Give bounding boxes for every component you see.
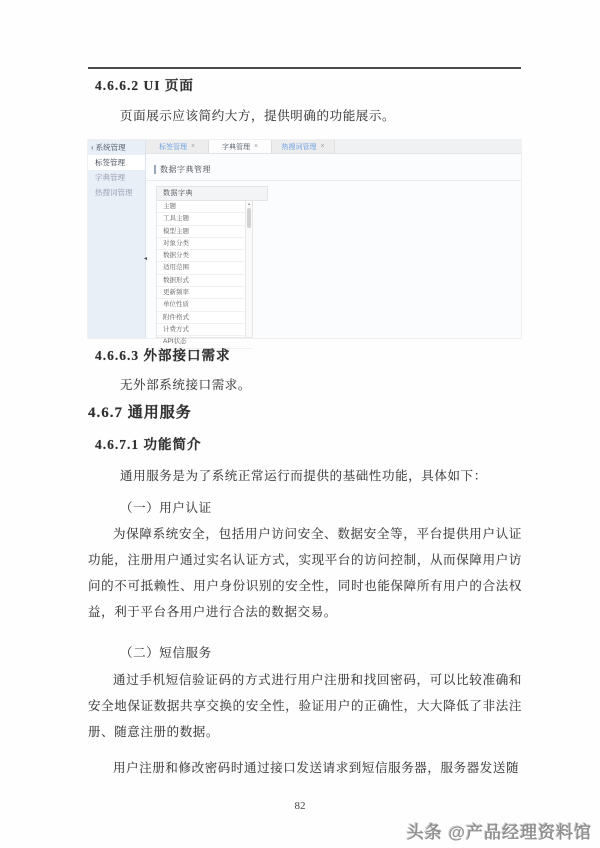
caret-left-icon: ‹	[91, 143, 94, 152]
paragraph-sms-1: 通过手机短信验证码的方式进行用户注册和找回密码，可以比较准确和安全地保证数据共享交换的安全性，验证用户的正确性，大大降低了非法注册、随意注册的数据。	[88, 673, 522, 739]
header-rule	[88, 67, 521, 69]
breadcrumb-bar	[154, 165, 156, 174]
main-area	[143, 140, 521, 346]
list-item[interactable]: 附件格式	[157, 312, 252, 324]
list-item[interactable]: 模型主题	[157, 226, 252, 238]
paragraph-ui-page: 页面展示应该简约大方，提供明确的功能展示。	[120, 109, 396, 123]
scrollbar-thumb[interactable]	[247, 208, 251, 228]
list-item[interactable]: 适用范围	[157, 262, 252, 274]
sidebar-root-label: 系统管理	[95, 143, 126, 152]
tab-dictionary-management[interactable]	[209, 140, 272, 153]
tab-label: 字典管理	[221, 143, 250, 151]
heading-4.6.7.1: 4.6.7.1 功能简介	[95, 437, 202, 452]
list-item[interactable]: 对象分类	[157, 238, 252, 250]
heading-4.6.6.3: 4.6.6.3 外部接口需求	[95, 348, 231, 363]
tab-label: 标签管理	[158, 143, 187, 151]
sidebar-item-system-management[interactable]	[88, 140, 145, 155]
list-item[interactable]: 主题	[157, 201, 252, 213]
heading-4.6.6.2: 4.6.6.2 UI 页面	[95, 78, 194, 93]
list-item[interactable]: 数据形式	[157, 275, 252, 287]
sidebar-collapse-icon[interactable]: ◂	[143, 256, 147, 262]
data-dictionary-panel	[156, 186, 268, 346]
paragraph-common-service-intro: 通用服务是为了系统正常运行而提供的基础性功能，具体如下：	[120, 469, 487, 483]
list-item-title-sms-service: （二）短信服务	[120, 646, 212, 660]
list-item[interactable]: 计费方式	[157, 324, 252, 336]
paragraph-user-auth: 为保障系统安全，包括用户访问安全、数据安全等，平台提供用户认证功能，注册用户通过实名认证方式，实现平台的访问控制，从而保障用户访问的不可抵赖性、用户身份识别的安全性，同时也能保障所有用户的合法权益，利于平台各用户进行合法的数据交易。	[88, 527, 522, 619]
list-item[interactable]: 工具主题	[157, 213, 252, 225]
paragraph-sms-2: 用户注册和修改密码时通过接口发送请求到短信服务器，服务器发送随	[113, 761, 520, 775]
content-area	[143, 154, 521, 346]
list-item[interactable]: 单位性质	[157, 299, 252, 311]
tab-tag-management[interactable]	[146, 140, 209, 153]
sidebar-item-hotword-management[interactable]	[88, 185, 145, 200]
tab-hotword-management[interactable]	[272, 140, 335, 153]
breadcrumb-divider	[146, 180, 521, 181]
dictionary-list	[157, 201, 252, 349]
paragraph-no-external-interface: 无外部系统接口需求。	[120, 378, 252, 392]
sidebar-item-tag-management[interactable]	[88, 155, 145, 170]
scrollbar[interactable]	[245, 201, 252, 337]
sidebar	[88, 140, 146, 338]
dictionary-listbox	[156, 201, 253, 346]
sidebar-item-label: 字典管理	[95, 173, 125, 182]
sidebar-item-label: 热搜词管理	[95, 188, 133, 197]
sidebar-item-label: 标签管理	[95, 158, 125, 167]
embedded-ui-screenshot	[88, 140, 521, 346]
list-item-title-user-auth: （一）用户认证	[120, 501, 212, 515]
tab-bar	[146, 140, 521, 154]
heading-4.6.7: 4.6.7 通用服务	[88, 405, 192, 421]
tab-label: 热搜词管理	[281, 143, 317, 151]
close-icon[interactable]: ×	[253, 143, 259, 150]
breadcrumb	[154, 164, 211, 175]
list-item[interactable]: 数据分类	[157, 250, 252, 262]
panel-title: 数据字典	[156, 186, 268, 201]
watermark: 头条 @产品经理资料馆	[406, 823, 592, 842]
sidebar-item-dictionary-management[interactable]	[88, 170, 145, 185]
page-number: 82	[294, 800, 306, 812]
close-icon[interactable]: ×	[190, 143, 196, 150]
list-item[interactable]: 更新频率	[157, 287, 252, 299]
breadcrumb-title: 数据字典管理	[160, 165, 211, 174]
close-icon[interactable]: ×	[320, 143, 325, 150]
list-item[interactable]: API状态	[157, 336, 252, 348]
scroll-up-icon[interactable]: ▴	[247, 201, 250, 206]
